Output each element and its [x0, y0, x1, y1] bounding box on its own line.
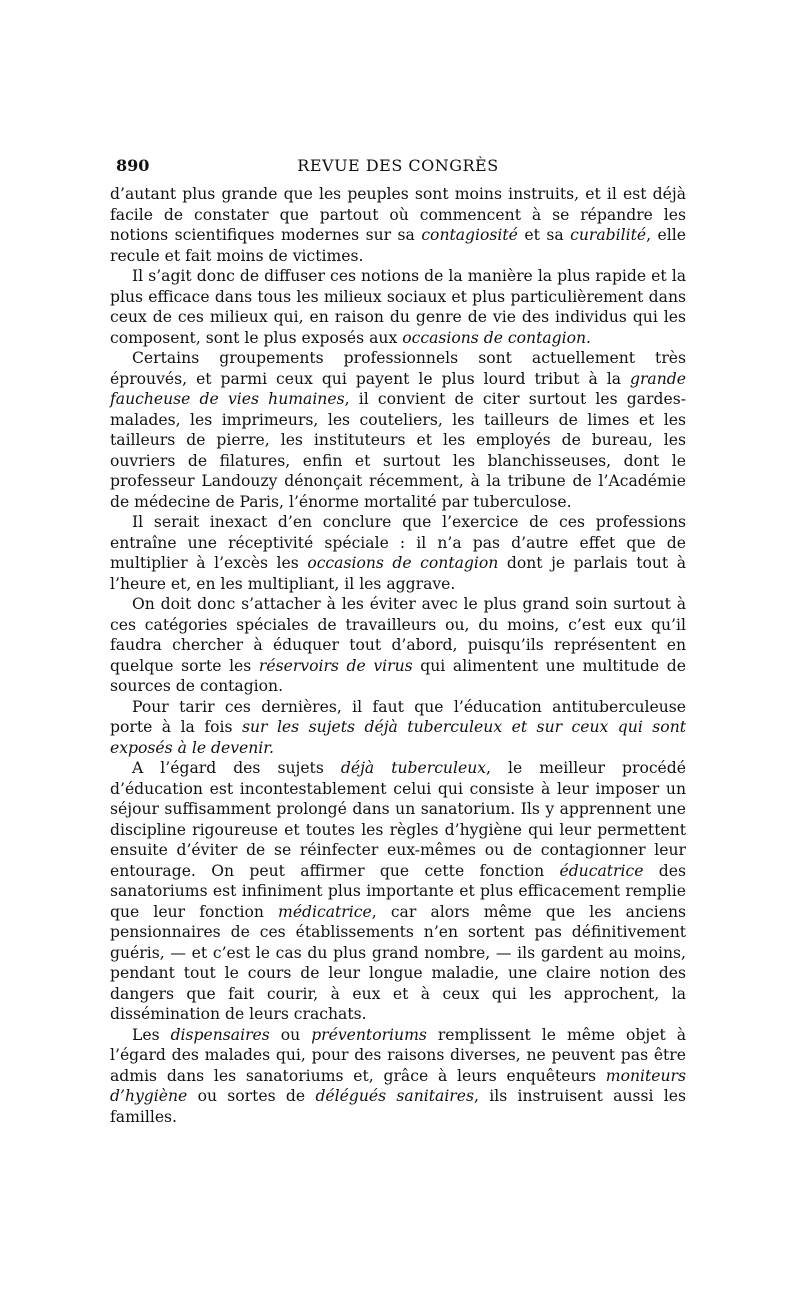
italic-text: occasions de contagion — [307, 554, 499, 572]
italic-text: éducatrice — [559, 861, 644, 880]
text-run: , le meilleur procédé d’éducation est incontestablement celui qui consiste à leur imposer un séjour suffisamment prolongé dans un sanatorium. Ils y apprennent une discipline rigoureuse et toutes les règles d’hygiène qui leur permettent ensuite d’éviter de se réinfecter eux-mêmes ou de contagionner leur entourage. On peut affirmer que cette fonction — [110, 759, 686, 880]
italic-text: médicatrice — [278, 902, 372, 921]
italic-text: dispensaires — [170, 1025, 270, 1044]
text-run: et sa — [517, 226, 571, 244]
italic-text: curabilité — [570, 226, 647, 244]
text-run: Pour tarir ces dernières, il faut que l’éducation antituberculeuse porte à la fois — [110, 697, 686, 736]
text-run: dont je parlais tout à l’heure et, en les multipliant, il les aggrave. — [110, 554, 687, 593]
italic-text: préventoriums — [311, 1025, 427, 1044]
italic-text: délégués sanitaires — [315, 1087, 474, 1105]
paragraph — [110, 348, 686, 512]
paragraph — [110, 1025, 686, 1128]
paragraph — [110, 184, 686, 266]
text-run: ou — [269, 1025, 312, 1044]
text-run: qui alimentent une multitude de sources de contagion. — [110, 656, 686, 695]
running-head — [110, 150, 686, 184]
paragraph — [110, 594, 686, 697]
text-run: remplissent le même objet à l’égard des malades qui, pour des raisons diverses, ne peuvent pas être admis dans les sanatoriums et, grâce à leurs enquêteurs — [110, 1025, 686, 1085]
text-run: , il convient de citer surtout les gardes-malades, les imprimeurs, les couteliers, les tailleurs de limes et les tailleurs de pierre, les instituteurs et les employés de bureau, les ouvriers de filatures, enfin et surtout les blanchisseuses, dont le professeur Landouzy dénonçait récemment, à la tribune de l’Académie de médecine de Paris, l’énorme mortalité par tuberculose. — [110, 390, 686, 511]
document-page — [110, 150, 686, 1127]
text-run: d’autant plus grande que les peuples sont moins instruits, et il est déjà facile de constater que partout où commencent à se répandre les notions scientifiques modernes sur sa — [110, 185, 686, 244]
text-run: On doit donc s’attacher à les éviter avec le plus grand soin surtout à ces catégories spéciales de travailleurs ou, du moins, c’est eux qu’il faudra chercher à éduquer tout d’abord, puisqu’ils représentent en quelque sorte les — [110, 595, 686, 675]
italic-text: occasions de contagion. — [402, 328, 592, 347]
italic-text: sur les sujets déjà tuberculeux et sur ceux qui sont exposés à le devenir. — [110, 718, 687, 757]
text-run: Certains groupements professionnels sont actuellement très éprouvés, et parmi ceux qui payent le plus lourd tribut à la — [110, 349, 686, 388]
body-text — [110, 184, 686, 1127]
paragraph — [110, 758, 686, 1025]
page-number: 890 — [116, 156, 150, 175]
text-run: Il s’agit donc de diffuser ces notions de la manière la plus rapide et la plus efficace dans tous les milieux sociaux et plus particulièrement dans ceux de ces milieux qui, en raison du genre de vie des individus qui les composent, sont le plus exposés aux — [110, 267, 686, 347]
italic-text: réservoirs de virus — [258, 656, 413, 675]
italic-text: contagiosité — [421, 226, 518, 244]
running-title: REVUE DES CONGRÈS — [297, 156, 499, 175]
paragraph — [110, 266, 686, 348]
text-run: , ils instruisent aussi les familles. — [110, 1087, 686, 1126]
italic-text: moniteurs d’hygiène — [110, 1066, 686, 1105]
text-run: , car alors même que les anciens pensionnaires de ces établissements n’en sortent pas définitivement guéris, — et c’est le cas du plus grand nombre, — ils gardent au moins, pendant tout le cours de leur longue maladie, une claire notion des dangers que fait courir, à eux et à ceux qui les approchent, la dissémination de leurs crachats. — [110, 902, 686, 1023]
text-run: ou sortes de — [187, 1087, 316, 1105]
text-run: Il serait inexact d’en conclure que l’exercice de ces professions entraîne une réceptivité spéciale : il n’a pas d’autre effet que de multiplier à l’excès les — [110, 513, 686, 572]
paragraph — [110, 697, 686, 759]
italic-text: déjà tuberculeux — [340, 759, 487, 777]
text-run: Les — [132, 1025, 171, 1044]
paragraph — [110, 512, 686, 594]
text-run: , elle recule et fait moins de victimes. — [110, 226, 686, 265]
text-run: des sanatoriums est infiniment plus importante et plus efficacement remplie que leur fonction — [110, 861, 686, 921]
italic-text: grande faucheuse de vies humaines — [110, 369, 686, 408]
text-run: A l’égard des sujets — [132, 759, 341, 777]
